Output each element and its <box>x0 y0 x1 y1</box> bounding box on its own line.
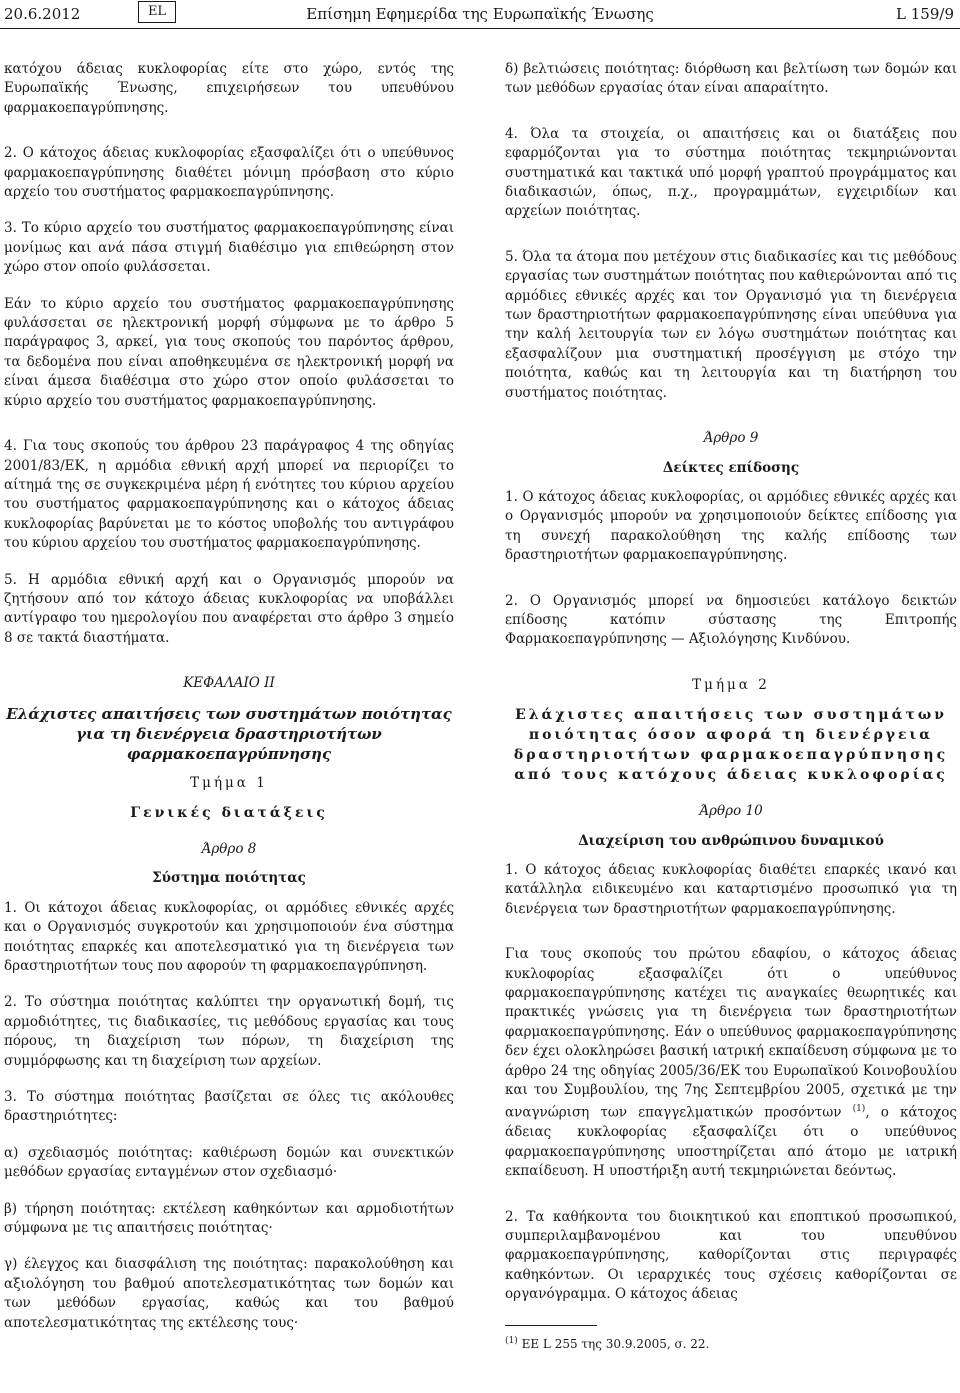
paragraph-7-3: 3. Το κύριο αρχείο του συστήματος φαρμακοεπαγρύπνησης είναι μονίμως και ανά πάσα στιγμή διαθέσιμο για επιθεώρηση στον χώρο στον οποίο φυλάσσεται. <box>4 220 454 276</box>
paragraph-10-1: 1. Ο κάτοχος άδειας κυκλοφορίας διαθέτει επαρκές ικανό και κατάλληλα ειδικευμένο και καταρτισμένο προσωπικό για τη διενέργεια των δραστηριοτήτων φαρμακοεπαγρύπνησης. <box>505 861 957 917</box>
section-heading: Τμήμα 1 <box>190 774 268 791</box>
section-title: Γενικές διατάξεις <box>130 804 328 821</box>
article-9-title: Δείκτες επίδοσης <box>662 459 800 476</box>
right-column <box>505 60 957 1354</box>
chapter-title: Ελάχιστες απαιτήσεις των συστημάτων ποιότητας για τη διενέργεια δραστηριοτήτων φαρμακοεπαγρύπνησης <box>6 704 452 763</box>
header-date: 20.6.2012 <box>4 5 81 23</box>
paragraph-8-4: 4. Όλα τα στοιχεία, οι απαιτήσεις και οι διατάξεις που εφαρμόζονται για το σύστημα ποιότητας τεκμηριώνονται συστηματικά και τακτικά υπό μορφή γραπτού προγράμματος και διαδικασιών, όπως, π.χ., προγραμμάτων, εγχειριδίων και αρχείων ποιότητας. <box>505 125 957 220</box>
left-column <box>4 60 454 1333</box>
list-item-a: α) σχεδιασμός ποιότητας: καθιέρωση δομών και συνεκτικών μεθόδων εργασίας ενταγμένων στον σχεδιασμό· <box>4 1144 454 1181</box>
paragraph-continuation: κατόχου άδειας κυκλοφορίας είτε στο χώρο, εντός της Ευρωπαϊκής Ένωσης, επιχειρήσεων του υπευθύνου φαρμακοεπαγρύπνησης. <box>4 61 454 116</box>
footnote <box>505 1332 957 1354</box>
footnote-text: ΕΕ L 255 της 30.9.2005, σ. 22. <box>521 1336 710 1351</box>
paragraph-10-1-sub-part2: , ο κάτοχος άδειας κυκλοφορίας εξασφαλίζει ότι ο υπεύθυνος φαρμακοεπαγρύπνησης υποστηρίζεται από άτομο με ιατρική εκπαίδευση. Η υποστήριξη αυτή τεκμηριώνεται δεόντως. <box>505 1104 957 1180</box>
paragraph-8-1: 1. Οι κάτοχοι άδειας κυκλοφορίας, οι αρμόδιες εθνικές αρχές και ο Οργανισμός συγκροτούν και χρησιμοποιούν ένα σύστημα ποιότητας επαρκές και αποτελεσματικό για τη διενέργεια των δραστηριοτήτων τους που αφορούν τη φαρμακοεπαγρύπνηση. <box>4 899 454 974</box>
journal-title: Επίσημη Εφημερίδα της Ευρωπαϊκής Ένωσης <box>306 5 654 23</box>
paragraph-8-5: 5. Όλα τα άτομα που μετέχουν στις διαδικασίες και τις μεθόδους εργασίας των συστημάτων ποιότητας που καθιερώνονται από τις αρμόδιες εθνικές αρχές και τον Οργανισμό για τη διενέργεια των δραστηριοτήτων φαρμακοεπαγρύπνησης είναι υπεύθυνα για την καλή λειτουργία των εν λόγω συστημάτων ποιότητας και εξασφαλίζουν μια συστηματική προσέγγιση με στόχο την ποιότητα, καθώς και τη λειτουργία και τη διατήρηση του συστήματος ποιότητας. <box>505 248 957 401</box>
page-header <box>0 0 960 34</box>
paragraph-9-2: 2. Ο Οργανισμός μπορεί να δημοσιεύει κατάλογο δεικτών επίδοσης κατόπιν σύστασης της Επιτροπής Φαρμακοεπαγρύπνησης — Αξιολόγησης Κινδύνου. <box>505 592 957 648</box>
footnote-rule <box>505 1325 597 1326</box>
header-rule <box>0 28 960 29</box>
paragraph-9-1: 1. Ο κάτοχος άδειας κυκλοφορίας, οι αρμόδιες εθνικές αρχές και ο Οργανισμός μπορούν να χρησιμοποιούν δείκτες επίδοσης για τη συνεχή παρακολούθηση της καλής επίδοσης των δραστηριοτήτων φαρμακοεπαγρύπνησης. <box>505 488 957 564</box>
paragraph-8-3: 3. Το σύστημα ποιότητας βασίζεται σε όλες τις ακόλουθες δραστηριότητες: <box>4 1089 454 1125</box>
article-8-heading: Άρθρο 8 <box>201 840 257 857</box>
paragraph-7-3-sub: Εάν το κύριο αρχείο του συστήματος φαρμακοεπαγρύπνησης φυλάσσεται σε ηλεκτρονική μορφή σύμφωνα με το άρθρο 5 παράγραφος 3, αρκεί, για τους σκοπούς του παρόντος άρθρου, τα δεδομένα που είναι αποθηκευμένα σε ηλεκτρονική μορφή να είναι άμεσα διαθέσιμα στο χώρο στον οποίο φυλάσσεται το κύριο αρχείο του συστήματος φαρμακοεπαγρύπνησης. <box>4 295 454 409</box>
issue-number: L 159/9 <box>896 5 954 23</box>
chapter-heading: ΚΕΦΑΛΑΙΟ ΙΙ <box>183 675 275 692</box>
list-item-b: β) τήρηση ποιότητας: εκτέλεση καθηκόντων και αρμοδιοτήτων σύμφωνα με τις απαιτήσεις ποιότητας· <box>4 1200 454 1237</box>
section-2-heading: Τμήμα 2 <box>692 676 770 693</box>
list-item-d: δ) βελτιώσεις ποιότητας: διόρθωση και βελτίωση των δομών και των μεθόδων εργασίας όταν είναι απαραίτητο. <box>505 61 957 97</box>
paragraph-10-1-sub-part1: Για τους σκοπούς του πρώτου εδαφίου, ο κάτοχος άδειας κυκλοφορίας εξασφαλίζει ότι ο υπεύθυνος φαρμακοεπαγρύπνησης κατέχει τις αναγκαίες θεωρητικές και πρακτικές γνώσεις για τη διενέργεια των δραστηριοτήτων φαρμακοεπαγρύπνησης. Εάν ο υπεύθυνος φαρμακοεπαγρύπνησης δεν έχει ολοκληρώσει βασική ιατρική εκπαίδευση σύμφωνα με το άρθρο 24 της οδηγίας 2005/36/ΕΚ του Ευρωπαϊκού Κοινοβουλίου και του Συμβουλίου, της 7ης Σεπτεμβρίου 2005, σχετικά με την αναγνώριση των επαγγελματικών προσόντων <box>505 946 957 1121</box>
section-2-title: Ελάχιστες απαιτήσεις των συστημάτων ποιότητας όσον αφορά τη διενέργεια δραστηριοτήτων φαρμακοεπαγρύπνησης από τους κατόχους άδειας κυκλοφορίας <box>513 707 949 784</box>
article-10-title: Διαχείριση του ανθρώπινου δυναμικού <box>578 832 884 849</box>
paragraph-7-2: 2. Ο κάτοχος άδειας κυκλοφορίας εξασφαλίζει ότι ο υπεύθυνος φαρμακοεπαγρύπνησης διαθέτει μόνιμη πρόσβαση στο κύριο αρχείο του συστήματος φαρμακοεπαγρύπνησης. <box>4 145 454 201</box>
paragraph-7-5: 5. Η αρμόδια εθνική αρχή και ο Οργανισμός μπορούν να ζητήσουν από τον κάτοχο άδειας κυκλοφορίας να υποβάλλει αντίγραφο του ημερολογίου που αναφέρεται στο άρθρο 3 σημείο 8 σε τακτά διαστήματα. <box>4 571 454 646</box>
paragraph-10-2: 2. Τα καθήκοντα του διοικητικού και εποπτικού προσωπικού, συμπεριλαμβανομένου και του υπευθύνου φαρμακοεπαγρύπνησης, καθορίζονται στις περιγραφές καθηκόντων. Οι ιεραρχικές τους σχέσεις καθορίζονται σε οργανόγραμμα. Ο κάτοχος άδειας <box>505 1208 957 1303</box>
article-9-heading: Άρθρο 9 <box>703 430 759 447</box>
paragraph-10-1-sub <box>505 945 957 1181</box>
footnote-reference[interactable]: (1) <box>852 1104 866 1115</box>
article-10-heading: Άρθρο 10 <box>699 803 763 820</box>
paragraph-8-2: 2. Το σύστημα ποιότητας καλύπτει την οργανωτική δομή, τις αρμοδιότητες, τις διαδικασίες, τις μεθόδους εργασίας και τους πόρους, τη διαχείριση των πόρων, τη διαχείριση της συμμόρφωσης και τη διαχείριση των αρχείων. <box>4 994 454 1069</box>
article-8-title: Σύστημα ποιότητας <box>152 870 306 887</box>
paragraph-7-4: 4. Για τους σκοπούς του άρθρου 23 παράγραφος 4 της οδηγίας 2001/83/ΕΚ, η αρμόδια εθνική αρχή μπορεί να περιορίζει το αίτημά της σε συγκεκριμένα μέρη ή ενότητες του κύριου αρχείου του συστήματος φαρμακοεπαγρύπνησης και ο κάτοχος άδειας κυκλοφορίας βαρύνεται με το κόστος υποβολής του αντιγράφου του κύριου αρχείου του συστήματος φαρμακοεπαγρύπνησης. <box>4 438 454 552</box>
language-badge: EL <box>138 1 176 23</box>
list-item-c: γ) έλεγχος και διασφάλιση της ποιότητας: παρακολούθηση και αξιολόγηση του βαθμού αποτελεσματικότητας των δομών και των μεθόδων εργασίας, καθώς και του βαθμού αποτελεσματικότητας της εκτέλεσης τους· <box>4 1256 454 1331</box>
footnote-number: (1) <box>505 1335 518 1346</box>
